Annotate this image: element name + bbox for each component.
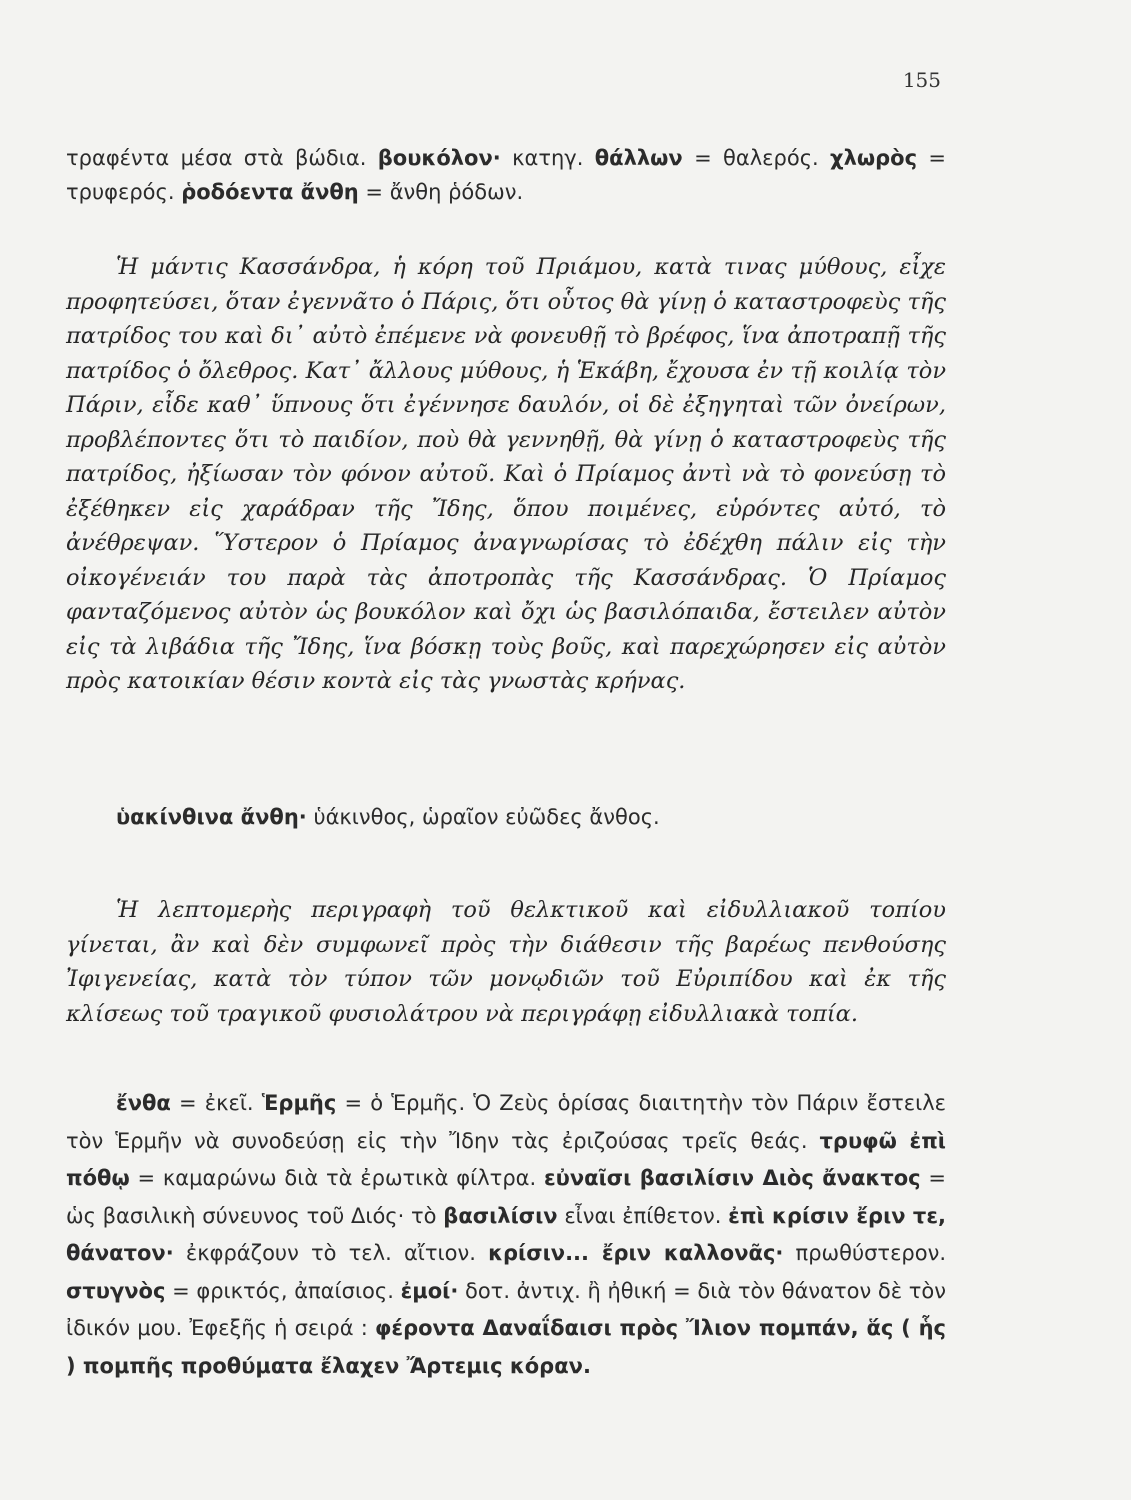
gloss-paragraph-2 bbox=[66, 800, 946, 834]
commentary-paragraph-1 bbox=[66, 250, 946, 699]
lemma-term: βασιλίσιν bbox=[443, 1203, 558, 1228]
lemma-term: χλωρὸς bbox=[830, 146, 918, 170]
lemma-term: εὐναῖσι βασιλίσιν Διὸς ἄνακτος bbox=[543, 1166, 921, 1190]
lemma-term: Ἑρμῆς bbox=[261, 1091, 337, 1115]
page-number: 155 bbox=[902, 68, 941, 92]
gloss-text: = θαλερός. bbox=[682, 146, 831, 170]
lemma-term: ὑακίνθινα ἄνθη· bbox=[116, 805, 307, 829]
gloss-text: = καμαρώνω διὰ τὰ ἐρωτικὰ φίλτρα. bbox=[129, 1166, 544, 1190]
lemma-term: ῥοδόεντα ἄνθη bbox=[181, 180, 359, 204]
gloss-text: ἐκφράζουν τὸ τελ. αἴτιον. bbox=[173, 1241, 489, 1265]
commentary-text-1: Ἡ μάντις Κασσάνδρα, ἡ κόρη τοῦ Πριάμου, κατὰ τινας μύθους, εἶχε προφητεύσει, ὅταν ἐγεννᾶτο ὁ Πάρις, ὅτι οὗτος θὰ γίνῃ ὁ καταστροφεὺς τῆς πατρίδος του καὶ δι᾽ αὐτὸ ἐπέμενε νὰ φονευθῇ τὸ βρέφος, ἵνα ἀποτραπῇ τῆς πατρίδος ὁ ὄλεθρος. Κατ᾽ ἄλλους μύθους, ἡ Ἑκάβη, ἔχουσα ἐν τῇ κοιλίᾳ τὸν Πάριν, εἶδε καθ᾽ ὕπνους ὅτι ἐγέννησε δαυλόν, οἱ δὲ ἐξηγηταὶ τῶν ὀνείρων, προβλέποντες ὅτι τὸ παιδίον, ποὺ θὰ γεννηθῇ, θὰ γίνῃ ὁ καταστροφεὺς τῆς πατρίδος, ἠξίωσαν τὸν φόνον αὐτοῦ. Καὶ ὁ Πρίαμος ἀντὶ νὰ τὸ φονεύσῃ τὸ ἐξέθηκεν εἰς χαράδραν τῆς Ἴδης, ὅπου ποιμένες, εὑρόντες αὐτό, τὸ ἀνέθρεψαν. Ὕστερον ὁ Πρίαμος ἀναγνωρίσας τὸ ἐδέχθη πάλιν εἰς τὴν οἰκογένειάν του παρὰ τὰς ἀποτροπὰς τῆς Κασσάνδρας. Ὁ Πρίαμος φανταζόμενος αὐτὸν ὡς βουκόλον καὶ ὄχι ὡς βασιλόπαιδα, ἔστειλεν αὐτὸν εἰς τὰ λιβάδια τῆς Ἴδης, ἵνα βόσκῃ τοὺς βοῦς, καὶ παρεχώρησεν εἰς αὐτὸν πρὸς κατοικίαν θέσιν κοντὰ εἰς τὰς γνωστὰς κρήνας. bbox=[66, 254, 946, 694]
gloss-paragraph-3 bbox=[66, 1085, 946, 1385]
commentary-text-2: Ἡ λεπτομερὴς περιγραφὴ τοῦ θελκτικοῦ καὶ εἰδυλλιακοῦ τοπίου γίνεται, ἂν καὶ δὲν συμφωνεῖ πρὸς τὴν διάθεσιν τῆς βαρέως πενθούσης Ἰφιγενείας, κατὰ τὸν τύπον τῶν μονῳδιῶν τοῦ Εὐριπίδου καὶ ἐκ τῆς κλίσεως τοῦ τραγικοῦ φυσιολάτρου νὰ περιγράφῃ εἰδυλλιακὰ τοπία. bbox=[66, 897, 946, 1027]
commentary-paragraph-2 bbox=[66, 893, 946, 1031]
gloss-text: ὑάκινθος, ὡραῖον εὐῶδες ἄνθος. bbox=[306, 805, 660, 829]
gloss-note-2 bbox=[66, 800, 946, 834]
lemma-term: βουκόλον· bbox=[377, 146, 501, 170]
lemma-term: ἔνθα bbox=[116, 1091, 171, 1115]
gloss-text: πρωθύστερον. bbox=[783, 1241, 947, 1265]
gloss-text: = ὡς βασιλικὴ σύνευνος τοῦ Διός· τὸ bbox=[66, 1166, 947, 1228]
gloss-note-1 bbox=[66, 141, 946, 209]
lemma-term: κρίσιν... ἔριν καλλονᾶς· bbox=[488, 1241, 784, 1265]
lemma-term: ἐμοί· bbox=[400, 1278, 459, 1303]
gloss-text: τραφέντα μέσα στὰ βώδια. bbox=[66, 146, 378, 170]
gloss-text: = ἄνθη ῥόδων. bbox=[358, 180, 524, 204]
lemma-term: τρυφῶ ἐπὶ πόθῳ bbox=[66, 1128, 946, 1190]
gloss-text: = ὁ Ἑρμῆς. Ὁ Ζεὺς ὁρίσας διαιτητὴν τὸν Πάριν ἔστειλε τὸν Ἑρμῆν νὰ συνοδεύσῃ εἰς τὴν Ἴδην τὰς ἐριζούσας τρεῖς θεάς. bbox=[66, 1091, 947, 1153]
gloss-text: = ἐκεῖ. bbox=[170, 1091, 262, 1115]
gloss-text: εἶναι ἐπίθετον. bbox=[557, 1203, 729, 1228]
gloss-text: = φρικτός, ἀπαίσιος. bbox=[165, 1278, 401, 1303]
gloss-text: δοτ. ἀντιχ. ἢ ἠθική = διὰ τὸν θάνατον δὲ τὸν ἰδικόν μου. Ἐφεξῆς ἡ σειρά : bbox=[66, 1278, 946, 1340]
gloss-text: κατηγ. bbox=[500, 146, 595, 170]
lemma-term: στυγνὸς bbox=[66, 1278, 166, 1303]
gloss-text: = τρυφερός. bbox=[66, 146, 946, 204]
lemma-term: θάλλων bbox=[594, 146, 683, 170]
gloss-paragraph-1 bbox=[66, 141, 946, 209]
lemma-term: ἐπὶ κρίσιν ἔριν τε, θάνατον· bbox=[66, 1203, 946, 1265]
lemma-term: φέροντα Δαναΐδαισι πρὸς Ἴλιον πομπάν, ἅς ( ἧς ) πομπῆς προθύματα ἔλαχεν Ἄρτεμις κόραν. bbox=[66, 1316, 946, 1378]
gloss-note-3 bbox=[66, 1085, 946, 1385]
